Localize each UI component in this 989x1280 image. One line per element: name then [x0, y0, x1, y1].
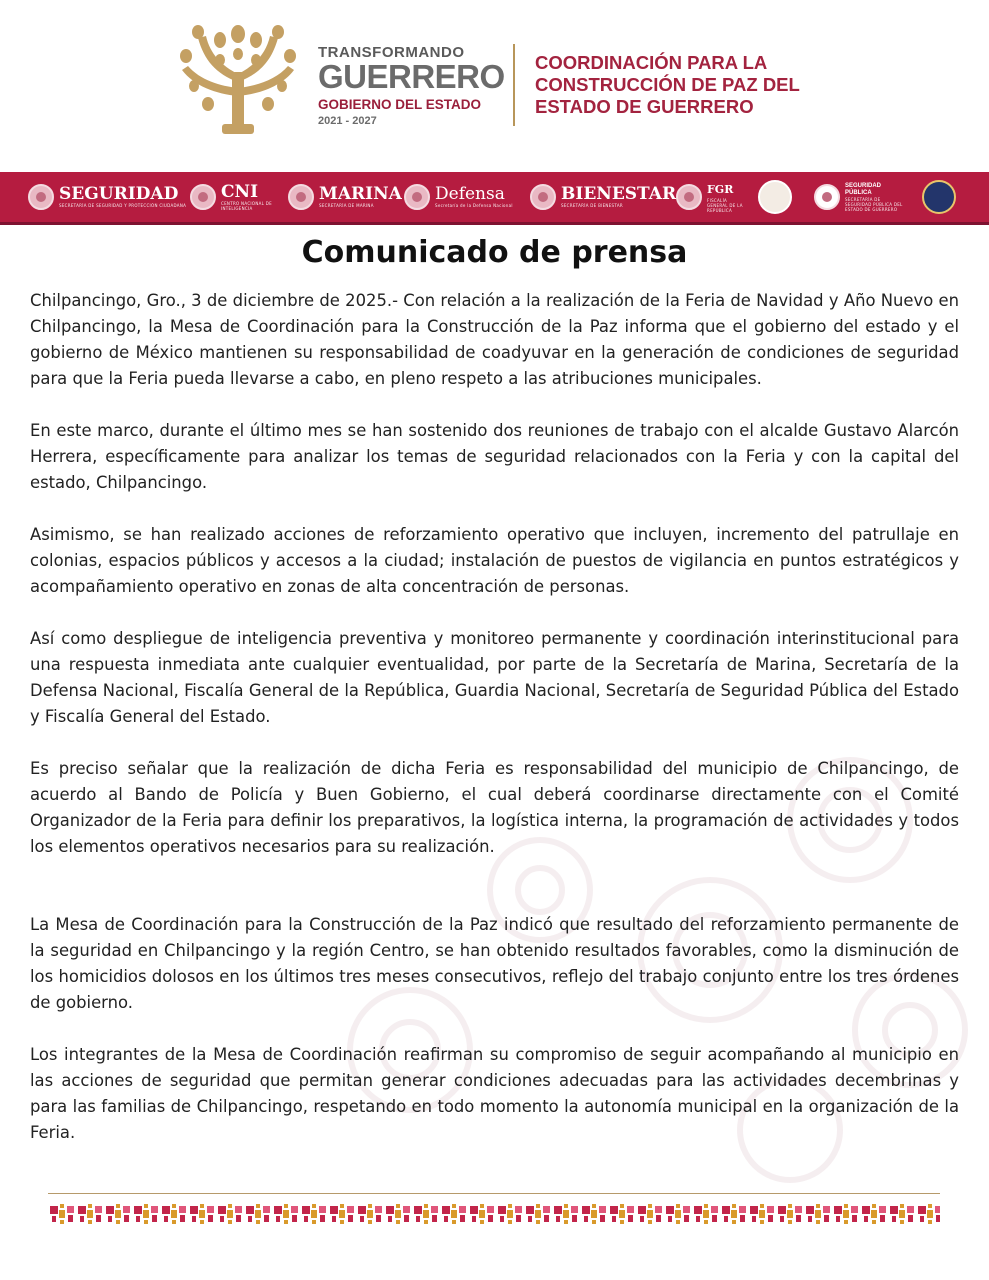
institutions-band: [0, 172, 989, 225]
coordination-title-line2: CONSTRUCCIÓN DE PAZ DEL: [535, 74, 800, 95]
guerrero-tree-logo: [176, 24, 300, 140]
marina-sub: SECRETARÍA DE MARINA: [319, 203, 374, 208]
defensa-sub: Secretaría de la Defensa Nacional: [435, 203, 513, 208]
document-title: Comunicado de prensa: [301, 235, 688, 270]
national-seal-icon: [676, 184, 702, 210]
gov-subtitle: GOBIERNO DEL ESTADO: [318, 97, 482, 112]
defensa-label: Defensa: [435, 184, 505, 204]
seguridad-publica-label: SEGURIDAD PÚBLICA: [845, 182, 882, 196]
national-seal-icon: [530, 184, 556, 210]
cni-logo: [190, 172, 301, 222]
state-government-wordmark: [318, 44, 508, 127]
fgr-sub: FISCALÍA GENERAL DE LA REPÚBLICA: [707, 198, 743, 213]
bienestar-logo: [530, 172, 676, 222]
seguridad-logo: [28, 172, 186, 222]
state-emblem-icon: [814, 184, 840, 210]
seguridad-label: SEGURIDAD: [59, 184, 179, 204]
document-header: [0, 0, 989, 170]
gov-slogan: TRANSFORMANDO: [318, 44, 465, 61]
defensa-logo: [404, 172, 513, 222]
national-seal-icon: [404, 184, 430, 210]
gov-period: 2021 - 2027: [318, 115, 377, 127]
fge-logo: [922, 172, 956, 222]
seguridad-publica-sub: SECRETARÍA DE SEGURIDAD PÚBLICA DEL ESTADO DE GUERRERO: [845, 196, 903, 212]
national-seal-icon: [190, 184, 216, 210]
fiscalia-estado-badge-icon: [922, 180, 956, 214]
cni-sub: CENTRO NACIONAL DE INTELIGENCIA: [221, 200, 272, 211]
national-seal-icon: [28, 184, 54, 210]
marina-label: MARINA: [319, 184, 402, 204]
embroidery-pattern-footer: [48, 1202, 940, 1226]
fgr-label: FGR: [707, 183, 734, 196]
paragraph: En este marco, durante el último mes se han sostenido dos reuniones de trabajo con el alcalde Gustavo Alarcón Herrera, específicamente para analizar los temas de seguridad relacionados con la Feria y con la capital del estado, Chilpancingo.: [30, 421, 959, 492]
seguridad-publica-logo: [814, 172, 903, 222]
bienestar-label: BIENESTAR: [561, 184, 677, 204]
bienestar-sub: SECRETARÍA DE BIENESTAR: [561, 203, 623, 208]
coordination-title-line1: COORDINACIÓN PARA LA: [535, 52, 768, 73]
national-seal-icon: [288, 184, 314, 210]
paragraph: La Mesa de Coordinación para la Construcción de la Paz indicó que resultado del reforzamiento permanente de la seguridad en Chilpancingo y la región Centro, se han obtenido resultados favorables, como la disminución de los homicidios dolosos en los últimos tres meses consecutivos, reflejo del trabajo conjunto entre los tres órdenes de gobierno.: [30, 915, 959, 1012]
press-release-body: [30, 288, 959, 1172]
seguridad-sub: SECRETARÍA DE SEGURIDAD Y PROTECCIÓN CIUDADANA: [59, 203, 187, 208]
paragraph: Así como despliegue de inteligencia preventiva y monitoreo permanente y coordinación interinstitucional para una respuesta inmediata ante cualquier eventualidad, por parte de la Secretaría de Marina, Secretaría de la Defensa Nacional, Fiscalía General de la República, Guardia Nacional, Secretaría de Seguridad Pública del Estado y Fiscalía General del Estado.: [30, 629, 959, 726]
paragraph: Es preciso señalar que la realización de dicha Feria es responsabilidad del municipio de Chilpancingo, de acuerdo al Bando de Policía y Buen Gobierno, el cual deberá coordinarse directamente con el Comité Organizador de la Feria para definir los preparativos, la logística interna, la programación de actividades y todos los elementos operativos necesarios para su realización.: [30, 759, 959, 856]
fgr-logo: [676, 172, 747, 222]
marina-logo: [288, 172, 402, 222]
footer-rule: [48, 1193, 940, 1194]
guardia-nacional-logo: [758, 172, 792, 222]
paragraph: Los integrantes de la Mesa de Coordinación reafirman su compromiso de seguir acompañando al municipio en las acciones de seguridad que permitan generar condiciones adecuadas para las actividades decembrinas y para las familias de Chilpancingo, respetando en todo momento la autonomía municipal en la organización de la Feria.: [30, 1045, 959, 1142]
gov-state-name: GUERRERO: [318, 58, 505, 95]
paragraph: Chilpancingo, Gro., 3 de diciembre de 2025.- Con relación a la realización de la Feria de Navidad y Año Nuevo en Chilpancingo, la Mesa de Coordinación para la Construcción de la Paz informa que el gobierno del estado y el gobierno de México mantienen su responsabilidad de coadyuvar en la generación de condiciones de seguridad para que la Feria pueda llevarse a cabo, en pleno respeto a las atribuciones municipales.: [30, 291, 959, 388]
cni-label: CNI: [221, 181, 259, 202]
header-divider: [513, 44, 515, 126]
coordination-title: [535, 52, 835, 118]
paragraph: Asimismo, se han realizado acciones de reforzamiento operativo que incluyen, incremento del patrullaje en colonias, espacios públicos y accesos a la ciudad; instalación de puestos de vigilancia en puntos estratégicos y acompañamiento operativo en zonas de alta concentración de personas.: [30, 525, 959, 596]
coordination-title-line3: ESTADO DE GUERRERO: [535, 96, 754, 117]
guardia-nacional-badge-icon: [758, 180, 792, 214]
